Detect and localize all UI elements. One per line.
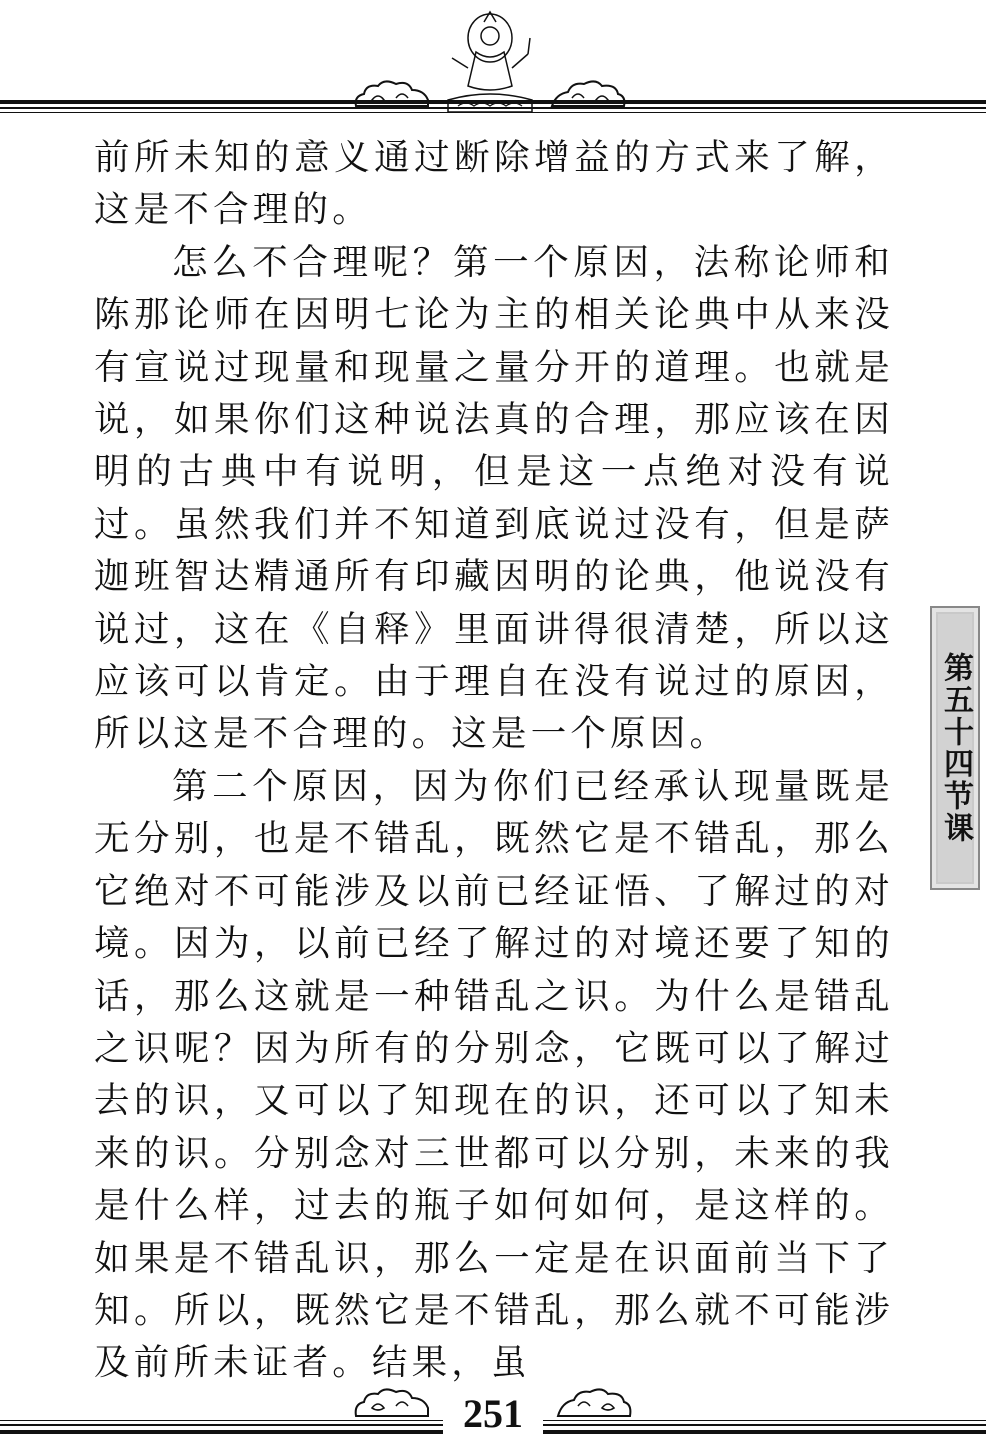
page-body	[94, 132, 894, 1390]
cloud-ornament-icon	[352, 1386, 432, 1418]
paragraph: 第二个原因，因为你们已经承认现量既是无分别，也是不错乱，既然它是不错乱，那么它绝对不可能涉及以前已经证悟、了解过的对境。因为，以前已经了解过的对境还要了知的话，那么这就是一种错乱之识。为什么是错乱之识呢？因为所有的分别念，它既可以了解过去的识，又可以了知现在的识，还可以了知未来的识。分别念对三世都可以分别，未来的我是什么样，过去的瓶子如何如何，是这样的。如果是不错乱识，那么一定是在识面前当下了知。所以，既然它是不错乱，那么就不可能涉及前所未证者。结果，虽	[94, 765, 894, 1384]
chapter-side-tab	[930, 606, 980, 890]
header-rule	[0, 100, 986, 104]
chapter-label: 第五十四节课	[938, 652, 973, 844]
cloud-ornament-icon	[554, 1386, 634, 1418]
page-number: 251	[443, 1392, 543, 1436]
paragraph: 前所未知的意义通过断除增益的方式来了解，这是不合理的。	[94, 137, 894, 231]
cloud-ornament-icon	[548, 78, 628, 110]
page-header	[0, 0, 986, 130]
cloud-ornament-icon	[352, 78, 432, 110]
header-rule	[0, 112, 986, 113]
page-footer	[0, 1380, 986, 1443]
paragraph: 怎么不合理呢？第一个原因，法称论师和陈那论师在因明七论为主的相关论典中从来没有宣说过现量和现量之量分开的道理。也就是说，如果你们这种说法真的合理，那应该在因明的古典中有说明，但是这一点绝对没有说过。虽然我们并不知道到底说过没有，但是萨迦班智达精通所有印藏因明的论典，他说没有说过，这在《自释》里面讲得很清楚，所以这应该可以肯定。由于理自在没有说过的原因，所以这是不合理的。这是一个原因。	[94, 241, 894, 755]
deity-figure-icon	[438, 8, 542, 114]
header-rule	[0, 107, 986, 109]
